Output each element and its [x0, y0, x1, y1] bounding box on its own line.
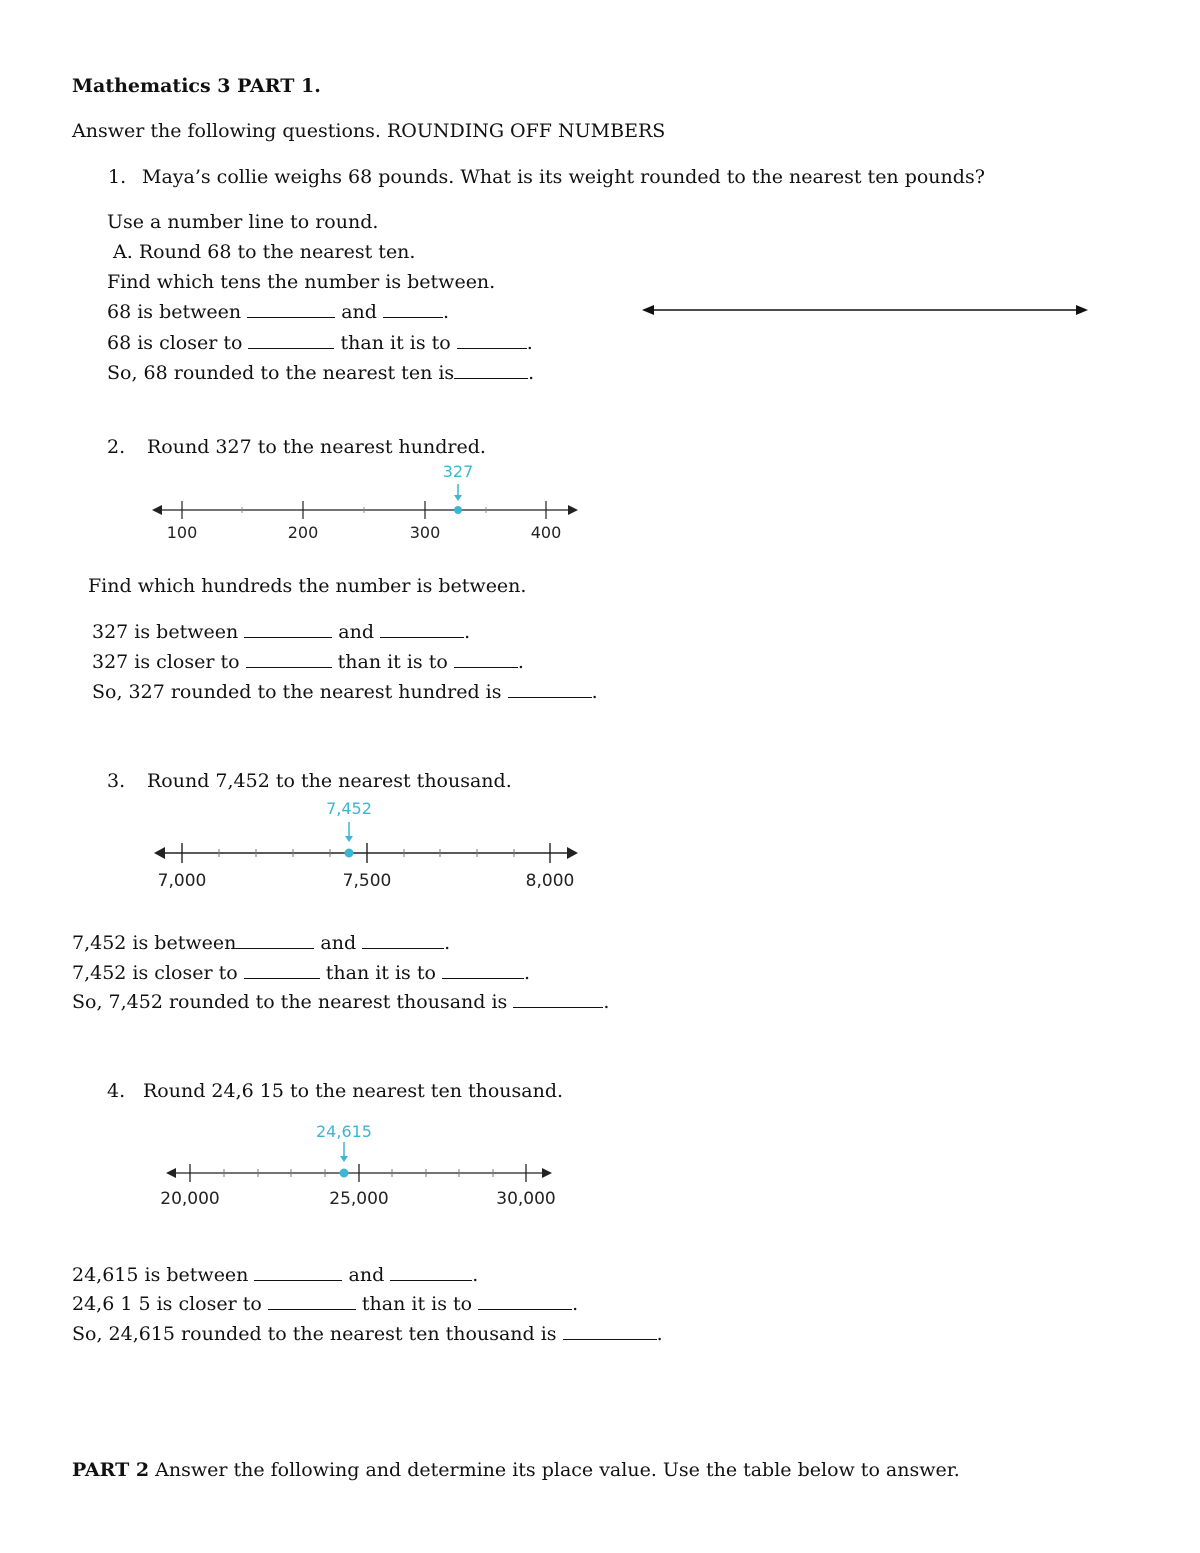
q3-marker-point	[345, 849, 354, 858]
q3-between-text: 7,452 is between	[72, 932, 237, 954]
q3-between-blank-2[interactable]	[362, 930, 444, 949]
q2-left-arrow-icon	[152, 505, 162, 515]
q3-question: Round 7,452 to the nearest thousand.	[147, 770, 512, 792]
q4-tick-label: 25,000	[329, 1189, 389, 1209]
q2-tick-label: 100	[166, 523, 198, 542]
q2-question: Round 327 to the nearest hundred.	[147, 436, 486, 458]
q1-between-text: 68 is between	[107, 301, 242, 323]
q1-closer-line: 68 is closer to than it is to .	[107, 332, 533, 354]
q4-closer-than: than it is to	[361, 1293, 473, 1315]
q2-closer-blank-1[interactable]	[246, 649, 332, 668]
q2-so-blank[interactable]	[508, 679, 592, 698]
q3-between-and: and	[320, 932, 357, 954]
q4-closer-blank-1[interactable]	[268, 1291, 356, 1310]
q4-tick-label: 20,000	[160, 1189, 220, 1209]
q1-so-text: So, 68 rounded to the nearest ten is	[107, 362, 455, 384]
q3-closer-text: 7,452 is closer to	[72, 962, 238, 984]
q4-marker-label: 24,615	[316, 1122, 372, 1141]
q2-tick-label: 300	[409, 523, 441, 542]
q4-number-line	[140, 1116, 570, 1216]
q4-marker-point	[340, 1169, 349, 1178]
q2-between-blank-1[interactable]	[244, 619, 332, 638]
q1-instruction-1: Use a number line to round.	[107, 211, 379, 233]
q2-between-and: and	[338, 621, 375, 643]
q3-closer-blank-2[interactable]	[442, 960, 524, 979]
q3-marker-label: 7,452	[326, 799, 372, 818]
q1-instruction-2: A. Round 68 to the nearest ten.	[107, 241, 416, 263]
q2-number-line	[140, 458, 590, 548]
q2-number: 2.	[107, 436, 126, 458]
q1-so-blank[interactable]	[454, 360, 528, 379]
q1-closer-blank-1[interactable]	[248, 330, 334, 349]
q2-closer-text: 327 is closer to	[92, 651, 240, 673]
q3-closer-line: 7,452 is closer to than it is to .	[72, 962, 531, 984]
part2-heading	[72, 1458, 960, 1482]
q3-closer-blank-1[interactable]	[244, 960, 320, 979]
q1-so-line: So, 68 rounded to the nearest ten is .	[107, 362, 535, 384]
q2-between-line: 327 is between and .	[92, 621, 471, 643]
q3-so-text: So, 7,452 rounded to the nearest thousand is	[72, 991, 508, 1013]
q1-number-line	[640, 300, 1090, 320]
q4-tick-label: 30,000	[496, 1189, 556, 1209]
q3-tick-label: 7,000	[157, 871, 207, 891]
q2-find: Find which hundreds the number is between.	[88, 575, 527, 597]
part2-label: PART 2	[72, 1459, 150, 1481]
q1-instruction-3: Find which tens the number is between.	[107, 271, 496, 293]
q4-marker-arrowhead-icon	[340, 1156, 348, 1162]
q4-so-blank[interactable]	[563, 1321, 657, 1340]
q3-marker-arrowhead-icon	[345, 836, 353, 842]
q3-so-blank[interactable]	[513, 989, 603, 1008]
q3-tick-label: 7,500	[342, 871, 392, 891]
q2-closer-line: 327 is closer to than it is to .	[92, 651, 524, 673]
q1-right-arrow-icon	[1076, 305, 1088, 315]
q1-number: 1.	[108, 166, 127, 188]
q1-question: Maya’s collie weighs 68 pounds. What is its weight rounded to the nearest ten pounds?	[142, 166, 985, 188]
q3-number: 3.	[107, 770, 126, 792]
q4-closer-text: 24,6 1 5 is closer to	[72, 1293, 262, 1315]
q1-between-blank-1[interactable]	[247, 299, 335, 318]
q4-between-text: 24,615 is between	[72, 1264, 249, 1286]
q3-between-line: 7,452 is between and .	[72, 932, 451, 954]
q2-marker-arrowhead-icon	[454, 495, 462, 501]
q2-closer-blank-2[interactable]	[454, 649, 518, 668]
q1-closer-blank-2[interactable]	[457, 330, 527, 349]
q4-left-arrow-icon	[166, 1168, 176, 1178]
q1-closer-text: 68 is closer to	[107, 332, 243, 354]
q3-between-blank-1[interactable]	[236, 930, 314, 949]
q1-left-arrow-icon	[642, 305, 654, 315]
q3-number-line	[140, 794, 590, 894]
q2-tick-label: 400	[530, 523, 562, 542]
page-title: Mathematics 3 PART 1.	[72, 75, 321, 97]
q3-closer-than: than it is to	[325, 962, 436, 984]
q4-between-blank-1[interactable]	[254, 1262, 342, 1281]
q1-between-blank-2[interactable]	[383, 299, 443, 318]
q1-between-line: 68 is between and .	[107, 301, 450, 323]
part1-instructions: Answer the following questions. ROUNDING OFF NUMBERS	[72, 120, 666, 142]
q2-so-line: So, 327 rounded to the nearest hundred is .	[92, 681, 598, 703]
q2-tick-label: 200	[287, 523, 319, 542]
part2-text: Answer the following and determine its place value. Use the table below to answer.	[149, 1459, 960, 1481]
q4-closer-blank-2[interactable]	[478, 1291, 572, 1310]
q2-marker-point	[454, 506, 462, 514]
q4-between-line: 24,615 is between and .	[72, 1264, 479, 1286]
q4-between-blank-2[interactable]	[390, 1262, 472, 1281]
q2-closer-than: than it is to	[337, 651, 448, 673]
q1-between-and: and	[341, 301, 377, 323]
q4-so-line: So, 24,615 rounded to the nearest ten thousand is .	[72, 1323, 663, 1345]
q4-between-and: and	[348, 1264, 385, 1286]
q4-number: 4.	[107, 1080, 126, 1102]
q2-between-blank-2[interactable]	[380, 619, 464, 638]
q2-marker-label: 327	[442, 462, 474, 481]
q4-closer-line: 24,6 1 5 is closer to than it is to .	[72, 1293, 579, 1315]
q3-left-arrow-icon	[154, 847, 165, 859]
q2-so-text: So, 327 rounded to the nearest hundred is	[92, 681, 502, 703]
q1-closer-than: than it is to	[340, 332, 451, 354]
q4-so-text: So, 24,615 rounded to the nearest ten thousand is	[72, 1323, 557, 1345]
q4-question: Round 24,6 15 to the nearest ten thousand.	[143, 1080, 564, 1102]
q2-right-arrow-icon	[568, 505, 578, 515]
q2-between-text: 327 is between	[92, 621, 239, 643]
q3-right-arrow-icon	[567, 847, 578, 859]
q4-right-arrow-icon	[542, 1168, 552, 1178]
q3-so-line: So, 7,452 rounded to the nearest thousand is .	[72, 991, 610, 1013]
q3-tick-label: 8,000	[525, 871, 575, 891]
